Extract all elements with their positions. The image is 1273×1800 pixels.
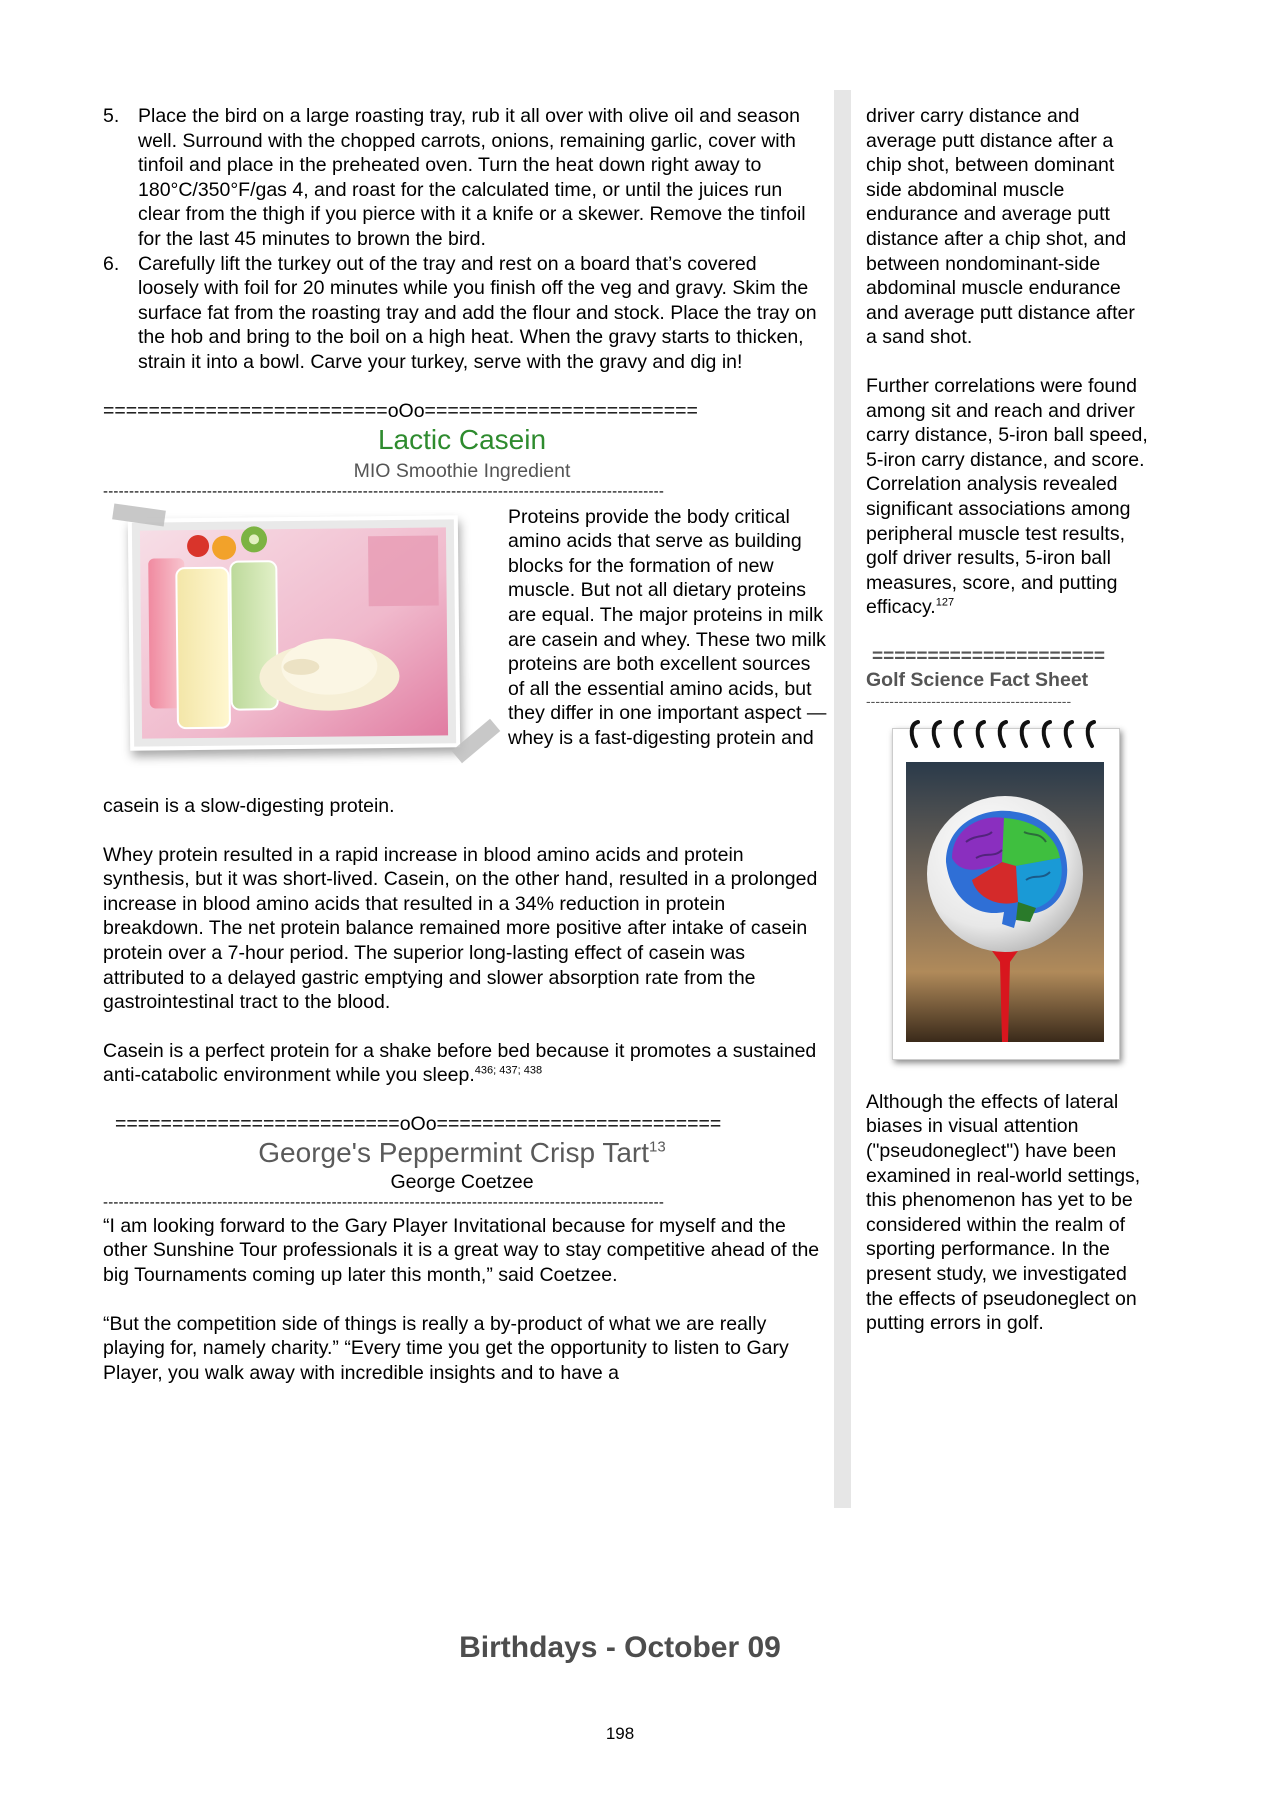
separator-line: =========================oOo======================== (103, 399, 698, 422)
golf-ball-brain-image (906, 762, 1104, 1042)
dashed-divider: ------------------------------------------------------------------------------------------------------------ (103, 484, 665, 499)
sidebar-paragraph-2: Further correlations were found among sit and reach and driver carry distance, 5-iron ball speed, 5-iron carry distance, and score. Correlation analysis revealed significant associations among peripheral muscle test results, golf driver results, 5-iron ball measures, score, and putting efficacy.$^{127}$ (866, 374, 1148, 619)
tart-paragraph-2: “But the competition side of things is really a by-product of what we are really playing for, namely charity.” “Every time you get the opportunity to listen to Gary Player, you walk away with incredible insights and to have a (103, 1312, 789, 1384)
page-number: 198 (605, 1724, 635, 1743)
reference-superscript: 13 (649, 1138, 666, 1156)
recipe-step: 6. Carefully lift the turkey out of the tray and rest on a board that’s covered loosely with foil for 20 minutes while you finish off the veg and gravy. Skim the surface fat from the roasting tray and add the flour and stock. Place the tray on the hob and bring to the boil on a high heat. When the gravy starts to thicken, strain it into a bowl. Carve your turkey, serve with the gravy and dig in! (103, 252, 817, 373)
birthdays-heading: Birthdays - October 09 (459, 1631, 781, 1664)
smoothie-illustration (128, 515, 460, 750)
section-title-lactic-casein: Lactic Casein (377, 423, 547, 455)
casein-intro-tail: casein is a slow-digesting protein. (103, 794, 395, 817)
casein-paragraph-whey: Whey protein resulted in a rapid increase in blood amino acids and protein synthesis, but it was short-lived. Casein, on the other hand, resulted in a prolonged increase in blood amino acids that resulted in a 34% reduction in protein breakdown. The net protein balance remained more positive after intake of casein protein over a 7-hour period. The superior long-lasting effect of casein was attributed to a delayed gastric emptying and slower absorption rate from the gastrointestinal tract to the blood. (103, 843, 818, 1014)
separator-line: =========================oOo========================= (115, 1112, 722, 1135)
smoothie-photo (128, 515, 460, 750)
casein-wrap-block (103, 503, 827, 819)
tart-paragraph-1: “I am looking forward to the Gary Player Invitational because for myself and the other Sunshine Tour professionals it is a great way to stay competitive ahead of the big Tournaments coming up later this month,” said Coetzee. (103, 1214, 820, 1287)
recipe-steps (103, 104, 821, 375)
spiral-binding-icon (906, 716, 1106, 750)
section-title-tart: George's Peppermint Crisp Tart$^{13}$ (258, 1136, 666, 1168)
tape-top (112, 503, 166, 526)
reference-superscript: 436; 437; 438 (474, 1064, 543, 1077)
dashed-divider: ------------------------------------------------------------------------------------------------------------ (103, 1195, 665, 1210)
section-author: George Coetzee (390, 1170, 534, 1193)
recipe-step: 5. Place the bird on a large roasting tray, rub it all over with olive oil and season well. Surround with the chopped carrots, onions, remaining garlic, cover with tinfoil and place in the preheated oven. Turn the heat down right away to 180°C/350°F/gas 4, and roast for the calculated time, or until the juices run clear from the thigh if you pierce with it a knife or a skewer. Remove the tinfoil for the last 45 minutes to brown the bird. (103, 105, 806, 250)
golf-brain-notepad (866, 714, 1148, 1076)
sidebar-divider-bar (834, 90, 851, 1508)
main-column (103, 104, 827, 1385)
casein-intro-text: Proteins provide the body critical amino acids that serve as building blocks for the formation of new muscle. But not all dietary proteins are equal. The major proteins in milk are casein and whey. These two milk proteins are both excellent sources of all the essential amino acids, but they differ in one important aspect — whey is a fast-digesting protein and (508, 505, 827, 749)
sidebar-column (866, 104, 1148, 1336)
casein-paragraph-bedtime: Casein is a perfect protein for a shake before bed because it promotes a sustained anti-catabolic environment while you sleep.$^{436; 437; 438}$ (103, 1039, 817, 1087)
sidebar-paragraph-3: Although the effects of lateral biases in visual attention ("pseudoneglect") have been examined in real-world settings, this phenomenon has yet to be considered within the realm of sporting performance. In the present study, we investigated the effects of pseudoneglect on putting errors in golf. (866, 1090, 1141, 1335)
sidebar-paragraph-1: driver carry distance and average putt distance after a chip shot, between dominant side abdominal muscle endurance and average putt distance after a chip shot, and between nondominant-side abdominal muscle endurance and average putt distance after a sand shot. (866, 105, 1135, 349)
sidebar-dashed-divider: -------------------------------------------- (866, 693, 1072, 708)
section-subtitle: MIO Smoothie Ingredient (353, 459, 571, 482)
sidebar-equals-line: ===================== (872, 645, 1106, 667)
fact-sheet-title: Golf Science Fact Sheet (866, 668, 1089, 691)
reference-superscript: 127 (935, 596, 955, 609)
